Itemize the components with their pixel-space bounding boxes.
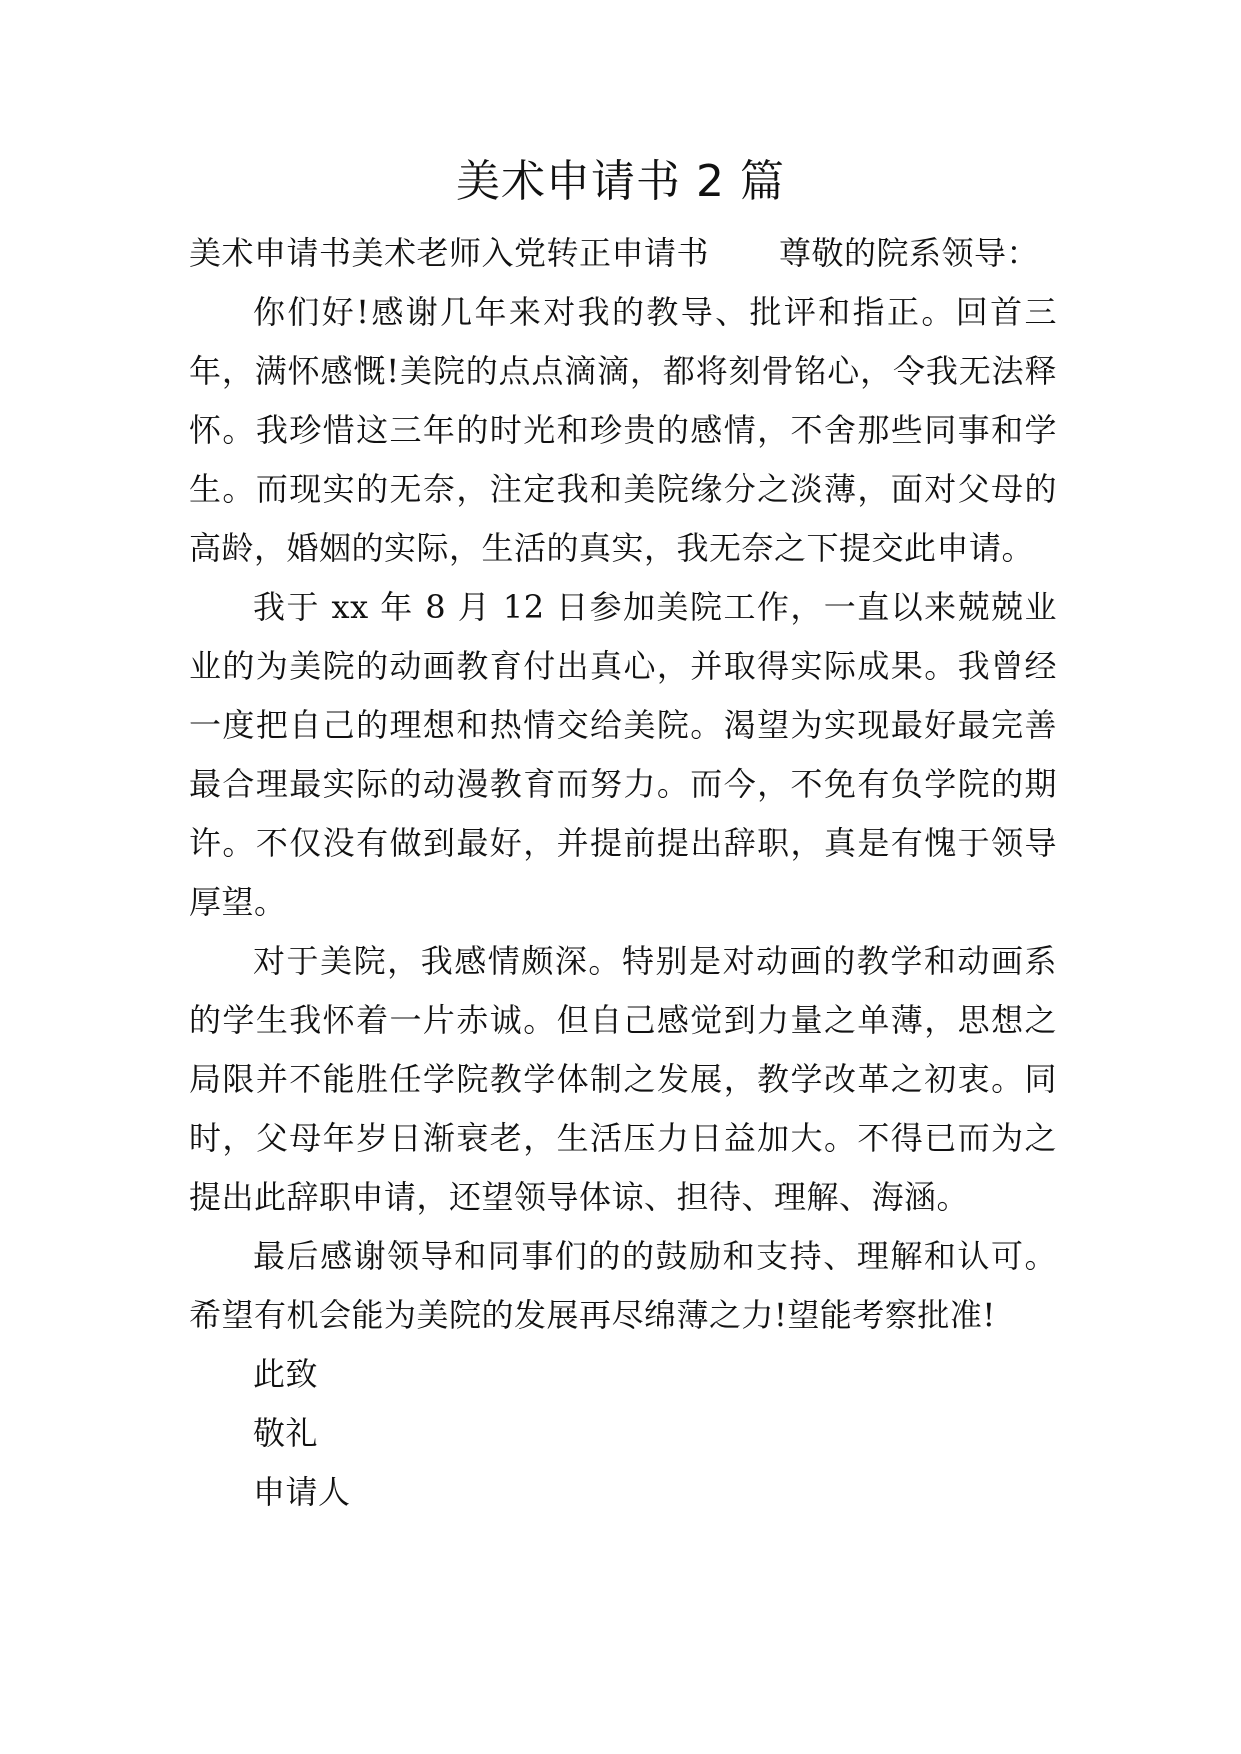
salutation: 尊敬的院系领导： [779,234,1040,272]
applicant-label: 申请人 [253,1473,351,1511]
closing-salute: 敬礼 [253,1414,319,1452]
document-subtitle: 美术申请书美术老师入党转正申请书 [189,234,710,272]
subtitle-line [189,224,1057,283]
paragraph-4: 最后感谢领导和同事们的的鼓励和支持、理解和认可。希望有机会能为美院的发展再尽绵薄之力!望能考察批准! [189,1237,1057,1334]
document-body [189,224,1057,1522]
paragraph-3: 对于美院，我感情颇深。特别是对动画的教学和动画系的学生我怀着一片赤诚。但自己感觉到力量之单薄，思想之局限并不能胜任学院教学体制之发展，教学改革之初衷。同时，父母年岁日渐衰老，生活压力日益加大。不得已而为之提出此辞职申请，还望领导体谅、担待、理解、海涵。 [189,942,1057,1216]
paragraph-2: 我于 xx 年 8 月 12 日参加美院工作，一直以来兢兢业业的为美院的动画教育付出真心，并取得实际成果。我曾经一度把自己的理想和热情交给美院。渴望为实现最好最完善最合理最实际的动漫教育而努力。而今，不免有负学院的期许。不仅没有做到最好，并提前提出辞职，真是有愧于领导厚望。 [189,588,1057,921]
closing-regards: 此致 [253,1355,319,1393]
document-title: 美术申请书 2 篇 [456,156,785,207]
paragraph-1: 你们好!感谢几年来对我的教导、批评和指正。回首三年，满怀感慨!美院的点点滴滴，都将刻骨铭心，令我无法释怀。我珍惜这三年的时光和珍贵的感情，不舍那些同事和学生。而现实的无奈，注定我和美院缘分之淡薄，面对父母的高龄，婚姻的实际，生活的真实，我无奈之下提交此申请。 [189,293,1057,567]
